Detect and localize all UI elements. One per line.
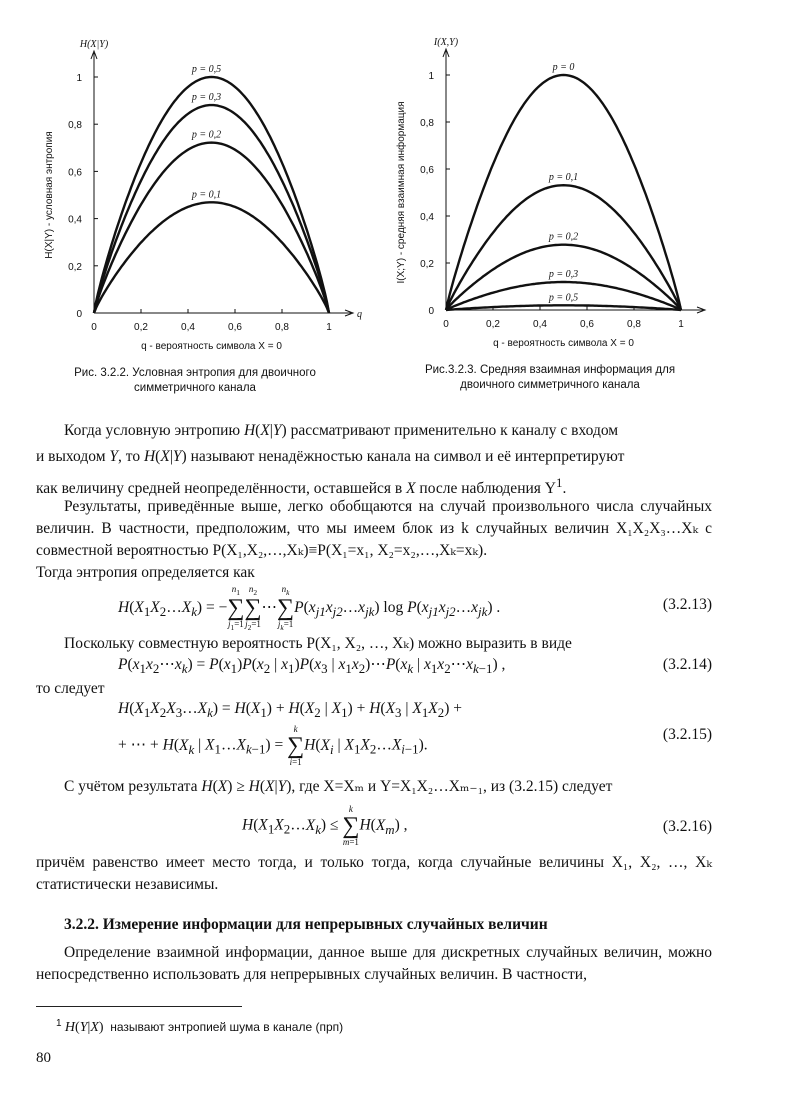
x-axis-end-label: q — [357, 309, 362, 320]
series-label-2: p = 0,2 — [191, 129, 222, 141]
paragraph-3: Поскольку совместную вероятность P(X₁, X₂, …, Xₖ) можно выразить в виде — [64, 635, 572, 652]
series-label-0: p = 0,5 — [191, 64, 222, 75]
chart-mutual-information — [392, 32, 712, 352]
equation-3-2-14: $P(x_1x_2\cdots x_k) = P(x_1)P(x_2$ | $x_1)P(x_3$ | $x_1x_2)\cdots P(x_k$ | $x_1x_2\cdots x_{k-1}$) , — [118, 656, 506, 677]
caption-fig-3-2-3: Рис.3.2.3. Средняя взаимная информация для двоичного симметричного канала — [424, 364, 676, 391]
y-axis-title: I(X,Y) — [433, 37, 459, 48]
y-tick-label: 0 — [76, 309, 82, 320]
figure-mutual-information — [392, 32, 712, 352]
equation-3-2-15-line2: + ⋯ + $H(X_k$ | $X_1\dots X_{k-1}$) = k ∑ i=1 $H(X_i$ | $X_1X_2\dots X_{i-1}$). — [118, 724, 428, 767]
y-tick-label: 0,6 — [420, 165, 434, 176]
equation-number-3-2-16: (3.2.16) — [662, 818, 712, 835]
series-line-3 — [94, 202, 329, 313]
series-line-1 — [446, 185, 681, 310]
series-label-4: p = 0,5 — [548, 292, 579, 304]
x-tick-label: 1 — [678, 319, 684, 330]
figure-conditional-entropy — [36, 32, 376, 352]
y-tick-label: 0 — [428, 306, 434, 317]
x-tick-label: 0,2 — [134, 322, 148, 333]
series-line-2 — [94, 143, 329, 313]
y-tick-label: 0,4 — [68, 214, 82, 226]
y-axis-label: H(X|Y) - условная энтропия — [44, 131, 55, 259]
equation-3-2-13: $H(X_1X_2\dots X_k)$ = − $n_1$ ∑ $j_1=1$ $n_2$ ∑ $j_2=1$ ⋯ $n_k$ ∑ $j_k=1$ $P(x_{j1}x_{j2}\dots x_{jk})$ $\log P(x_{j1}x_{j2}\dots x_{jk})$ . — [118, 584, 501, 633]
series-label-1: p = 0,1 — [548, 172, 579, 184]
x-tick-label: 0 — [443, 319, 449, 330]
paragraph-7: Определение взаимной информации, данное выше для дискретных случайных величин, можно непосредственно использовать для непрерывных случайных величин. В частности, — [36, 944, 712, 983]
caption-fig-3-2-2: Рис. 3.2.2. Условная энтропия для двоичного симметричного канала — [74, 367, 316, 394]
x-tick-label: 0,4 — [181, 322, 195, 333]
chart-conditional-entropy — [36, 32, 376, 352]
series-label-0: p = 0 — [552, 62, 575, 73]
y-tick-label: 1 — [76, 73, 82, 84]
x-tick-label: 1 — [326, 322, 332, 333]
y-axis-title: H(X|Y) — [79, 39, 109, 50]
paragraph-6: причём равенство имеет место тогда, и только тогда, когда случайные величины X₁, X₂, …, Xₖ статистически независимы. — [36, 854, 712, 893]
series-label-3: p = 0,1 — [191, 189, 222, 201]
y-axis-label: I(X;Y) - средняя взаимная информация — [396, 101, 407, 284]
paragraph-1: Когда условную энтропию H(X|Y) рассматривают применительно к каналу с входом и выходом Y, то H(X|Y) называют ненадёжностью канала на символ и её интерпретируют как величину средней неопределённости, оставшейся в X после наблюдения $Y^1$. — [36, 422, 625, 498]
x-tick-label: 0,6 — [228, 322, 242, 333]
x-tick-label: 0,2 — [486, 319, 500, 330]
y-tick-label: 0,2 — [420, 259, 434, 270]
paragraph-2-end: Тогда энтропия определяется как — [36, 564, 255, 581]
y-tick-label: 0,6 — [68, 167, 82, 179]
series-line-4 — [446, 305, 681, 310]
x-tick-label: 0,6 — [580, 319, 594, 330]
equation-number-3-2-14: (3.2.14) — [662, 656, 712, 673]
section-heading: 3.2.2. Измерение информации для непрерывных случайных величин — [64, 916, 548, 933]
paragraph-2: Результаты, приведённые выше, легко обобщаются на случай произвольного числа случайных величин. В частности, предположим, что мы имеем блок из k случайных величин X₁X₂X₃…Xₖ с совместной вероятностью P(X₁,X₂,…,Xₖ)≡P(X₁=x₁, X₂=x₂,…,Xₖ=xₖ). — [36, 498, 712, 559]
y-tick-label: 0,4 — [420, 212, 434, 223]
equation-number-3-2-15: (3.2.15) — [662, 726, 712, 743]
x-tick-label: 0,8 — [627, 319, 641, 330]
equation-3-2-15-line1: $H(X_1X_2X_3\dots X_k) = H(X_1) + H(X_2$ | $X_1) + H(X_3$ | $X_1X_2$) + — [118, 700, 462, 721]
footnote-rule — [36, 1006, 242, 1007]
series-label-2: p = 0,2 — [548, 231, 579, 243]
x-tick-label: 0 — [91, 322, 97, 333]
y-tick-label: 0,8 — [68, 120, 82, 132]
footnote: $^1$ H(Y|X) называют энтропией шума в канале (прп) — [56, 1018, 344, 1035]
equation-number-3-2-13: (3.2.13) — [662, 596, 712, 613]
x-axis-label: q - вероятность символа X = 0 — [141, 341, 282, 352]
page-number: 80 — [36, 1050, 51, 1066]
x-axis-label: q - вероятность символа X = 0 — [493, 338, 634, 349]
x-tick-label: 0,8 — [275, 322, 289, 333]
series-label-3: p = 0,3 — [548, 269, 579, 281]
y-tick-label: 0,8 — [420, 118, 434, 129]
y-tick-label: 0,2 — [68, 261, 82, 273]
equation-3-2-16: $H(X_1X_2\dots X_k)$ ≤ k ∑ m=1 $H(X_m)$ , — [242, 804, 408, 847]
x-tick-label: 0,4 — [533, 319, 547, 330]
paragraph-5: С учётом результата H(X) ≥ H(X|Y), где X=Xₘ и Y=X₁X₂…Xₘ₋₁, из (3.2.15) следует — [64, 778, 613, 795]
y-tick-label: 1 — [428, 71, 434, 82]
series-label-1: p = 0,3 — [191, 92, 222, 104]
paragraph-4: то следует — [36, 680, 105, 697]
